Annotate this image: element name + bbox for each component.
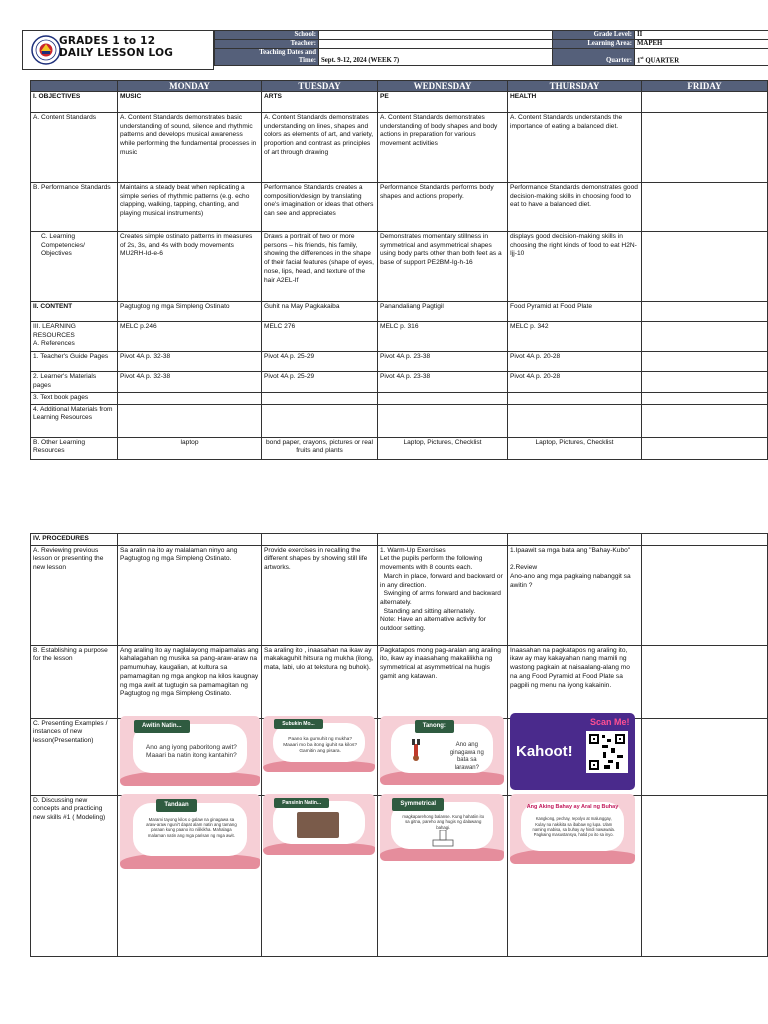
cell-monday: laptop [118, 437, 262, 459]
row-label: B. Establishing a purpose for the lesson [31, 645, 118, 718]
table-row [31, 113, 768, 183]
cell-friday [642, 437, 768, 459]
teacher-value [319, 40, 553, 49]
cell-friday [642, 302, 768, 322]
cell-thursday: MELC p. 342 [508, 322, 642, 352]
cell-friday [642, 322, 768, 352]
logo-title-box [22, 30, 214, 70]
table-row [31, 645, 768, 718]
cell-friday [642, 393, 768, 405]
slide-tandaan [120, 794, 260, 869]
cell-monday: A. Content Standards demonstrates basic understanding of sound, silence and rhythmic patterns and develops musical awareness while performing the fundamental processes in music [118, 113, 262, 183]
symmetry-shape-icon [432, 830, 454, 848]
row-label: B. Other Learning Resources [31, 437, 118, 459]
table-row [31, 534, 768, 546]
family-photo [297, 812, 340, 838]
cell-friday [642, 534, 768, 546]
cell-wednesday [378, 404, 508, 437]
slide-text: Paano ka gumuhit ng mukha? Maaari mo ba itong iguhit sa kilos? Gamitin ang pisara. [283, 737, 358, 755]
cell-monday: Maintains a steady beat when replicating a simple series of rhythmic patterns (e.g. echo clapping, walking, tapping, chanting, and playing musical instruments) [118, 183, 262, 232]
cell-monday: Pivot 4A p. 32-38 [118, 352, 262, 372]
cell-friday [642, 232, 768, 302]
table-row [31, 183, 768, 232]
slide-banner: Tandaan [156, 799, 196, 812]
teaching-dates-label: Teaching Dates and Time: [215, 49, 319, 66]
slide-kahoot [510, 713, 635, 790]
cell-monday [118, 534, 262, 546]
cell-thursday: Inaasahan na pagkatapos ng araling ito, ikaw ay may kakayahan nang mamili ng wastong pagkain at naisaalang-alang mo na ang Food Pyramid at Food Plate sa pagpili ng menu na iyong kakainin. [508, 645, 642, 718]
day-monday: MONDAY [118, 81, 262, 92]
cell-tuesday: bond paper, crayons, pictures or real fruits and plants [262, 437, 378, 459]
cell-thursday: Food Pyramid at Food Plate [508, 302, 642, 322]
slide-text: Marami tayong kilos o galaw na ginagawa sa araw-araw nguni't dapat alam natin ang tamang paraan kung paano ito nilikikha. Mahalaga malaman natin ang mga parisan ng mga awit. [146, 816, 237, 838]
objectives-table [30, 80, 768, 460]
cell-tuesday [262, 404, 378, 437]
cell-thursday: Pivot 4A p. 20-28 [508, 372, 642, 393]
slide-title: Ang Aking Bahay ay Aral ng Buhay [526, 803, 619, 810]
cell-friday [642, 372, 768, 393]
cell-tuesday: Performance Standards creates a composition/design by translating one's imagination or ideas that others can see and appreciates [262, 183, 378, 232]
learning-area-label: Learning Area: [553, 40, 635, 49]
school-label: School: [215, 31, 319, 40]
kahoot-logo: Kahoot! [516, 743, 573, 760]
cell-thursday [508, 393, 642, 405]
school-value [319, 31, 553, 40]
day-wednesday: WEDNESDAY [378, 81, 508, 92]
day-header-blank [31, 81, 118, 92]
cell-friday [642, 404, 768, 437]
qr-code-icon [586, 731, 628, 773]
row-label: A. Content Standards [31, 113, 118, 183]
table-row [31, 437, 768, 459]
cell-thursday: displays good decision-making skills in choosing the right kinds of food to eat H2N-Ijj-10 [508, 232, 642, 302]
table-row [31, 92, 768, 113]
slide-subukin-mo [263, 716, 375, 772]
day-friday: FRIDAY [642, 81, 768, 92]
cell-wednesday: 1. Warm-Up Exercises Let the pupils perform the following movements with 8 counts each. March in place, forward and backward or in any direction. Swinging of arms forward and backward alternately. Standing and sitting alternately. Note: Have an alternative activity for outdoor setting. [378, 545, 508, 645]
child-pose-icon [407, 738, 425, 762]
cell-tuesday: MELC 276 [262, 322, 378, 352]
teacher-label: Teacher: [215, 40, 319, 49]
cell-friday [642, 352, 768, 372]
table-row [31, 545, 768, 645]
cell-monday: MUSIC [118, 92, 262, 113]
slide-banner: Subukin Mo... [274, 719, 323, 729]
day-thursday: THURSDAY [508, 81, 642, 92]
cell-monday: Ang araling ito ay naglalayong maipamalas ang kahalagahan ng musika sa pang-araw-araw na pamumuhay, kaugalian, at kultura sa pamamagitan ng mga angkop na kilos kaugnay ng mga awit at tugtugin sa pamamagitan ng Pagtugtog ng mga Simpleng Ostinato. [118, 645, 262, 718]
cell-thursday: Laptop, Pictures, Checklist [508, 437, 642, 459]
slide-bahay-kubo [510, 794, 635, 864]
cell-tuesday: Draws a portrait of two or more persons – his friends, his family, showing the differences in the shape of their facial features (shape of eyes, nose, lips, head, and texture of the hair A2EL-If [262, 232, 378, 302]
cell-wednesday: A. Content Standards demonstrates understanding of body shapes and body actions in preparation for various movement activities [378, 113, 508, 183]
cell-thursday [508, 534, 642, 546]
row-label: 4. Additional Materials from Learning Resources [31, 404, 118, 437]
row-label: I. OBJECTIVES [31, 92, 118, 113]
cell-tuesday: Guhit na May Pagkakaiba [262, 302, 378, 322]
cell-wednesday: Laptop, Pictures, Checklist [378, 437, 508, 459]
slide-tanong [380, 716, 504, 785]
cell-monday [118, 393, 262, 405]
cell-monday: Pivot 4A p. 32-38 [118, 372, 262, 393]
cell-thursday: 1.Ipaawit sa mga bata ang "Bahay-Kubo" 2.Review Ano-ano ang mga pagkaing nabanggit sa awitin ? [508, 545, 642, 645]
cell-tuesday: A. Content Standards demonstrates understanding on lines, shapes and colors as elements of art, and variety, proportion and contrast as principles of art through drawing [262, 113, 378, 183]
slide-banner: Tanong: [415, 720, 454, 733]
slide-text: Ano ang iyong paboritong awit? Maaari ba natin itong kantahin? [145, 744, 237, 760]
cell-wednesday: Demonstrates momentary stillness in symmetrical and asymmetrical shapes using body parts other than both feet as a base of support PE2BM-Ig-h-16 [378, 232, 508, 302]
cell-wednesday: PE [378, 92, 508, 113]
row-label: C. Presenting Examples / instances of new lesson(Presentation) [31, 718, 118, 795]
grade-label: Grade Level: [553, 31, 635, 40]
cell-monday: MELC p.246 [118, 322, 262, 352]
deped-seal-icon [31, 35, 61, 65]
cell-monday [118, 404, 262, 437]
cell-wednesday: MELC p. 316 [378, 322, 508, 352]
quarter-value: 1st QUARTER [635, 49, 768, 66]
row-label: 1. Teacher's Guide Pages [31, 352, 118, 372]
row-label: D. Discussing new concepts and practicing new skills #1 ( Modeling) [31, 795, 118, 956]
row-label: II. CONTENT [31, 302, 118, 322]
cell-thursday: A. Content Standards understands the importance of eating a balanced diet. [508, 113, 642, 183]
slide-text: magkaparehong balanse. Kung hahatiin ito sa gitna, pareho ang hugis ng dalawang bahagi. [402, 814, 485, 830]
slide-awitin-natin [120, 716, 260, 786]
slide-text: Kangkong, pechay, repolyo at malunggay, Kulay na nakikita sa ibabaw ng lupa. Ulam naming mabisa, sa buhay ay hindi nawawala. Pagkaing masustansya, hatid po ito sa inyo. [532, 816, 615, 837]
learning-area-value: MAPEH [635, 40, 768, 49]
cell-friday [642, 92, 768, 113]
row-label: 3. Text book pages [31, 393, 118, 405]
cell-tuesday: ARTS [262, 92, 378, 113]
cell-friday [642, 645, 768, 718]
cell-wednesday [378, 534, 508, 546]
cell-thursday: HEALTH [508, 92, 642, 113]
table-row [31, 352, 768, 372]
row-label: 2. Learner's Materials pages [31, 372, 118, 393]
cell-tuesday [262, 534, 378, 546]
cell-wednesday: Panandaliang Pagtigil [378, 302, 508, 322]
cell-friday [642, 718, 768, 795]
cell-friday [642, 183, 768, 232]
slide-text: Ano ang ginagawa ng bata sa larawan? [449, 742, 484, 771]
cell-wednesday: Pivot 4A p. 23-38 [378, 352, 508, 372]
table-row [31, 322, 768, 352]
cell-wednesday: Pivot 4A p. 23-38 [378, 372, 508, 393]
row-label: C. Learning Competencies/ Objectives [31, 232, 118, 302]
cell-tuesday: Provide exercises in recalling the different shapes by showing still life artworks. [262, 545, 378, 645]
header-info-table [214, 30, 768, 66]
scan-me-label: Scan Me! [590, 717, 630, 727]
table-row [31, 393, 768, 405]
cell-monday: Pagtugtog ng mga Simpleng Ostinato [118, 302, 262, 322]
day-tuesday: TUESDAY [262, 81, 378, 92]
document-title: GRADES 1 to 12 DAILY LESSON LOG [59, 35, 174, 59]
slide-banner: Pansinin Natin... [274, 798, 329, 808]
cell-monday: Sa aralin na ito ay malalaman ninyo ang Pagtugtog ng mga Simpleng Ostinato. [118, 545, 262, 645]
table-row [31, 404, 768, 437]
cell-wednesday: Pagkatapos mong pag-aralan ang araling ito, ikaw ay inaasahang makalilikha ng symmetrical at asymmetrical na hugis gamit ang katawan. [378, 645, 508, 718]
table-row [31, 372, 768, 393]
table-row [31, 302, 768, 322]
cell-tuesday: Sa araling ito , inaasahan na ikaw ay makakaguhit hitsura ng mukha (ilong, mata, labi, ulo at tekstura ng buhok). [262, 645, 378, 718]
cell-thursday: Pivot 4A p. 20-28 [508, 352, 642, 372]
teaching-dates-value: Sept. 9-12, 2024 (WEEK 7) [319, 49, 553, 66]
cell-thursday [508, 404, 642, 437]
slide-banner: Awitin Natin... [134, 720, 190, 733]
slide-pansinin-natin [263, 794, 375, 855]
cell-tuesday: Pivot 4A p. 25-29 [262, 352, 378, 372]
row-label: A. Reviewing previous lesson or presenting the new lesson [31, 545, 118, 645]
row-label: III. LEARNING RESOURCES A. References [31, 322, 118, 352]
cell-wednesday: Performance Standards performs body shapes and actions properly. [378, 183, 508, 232]
slide-banner: Symmetrical [392, 798, 444, 811]
cell-friday [642, 545, 768, 645]
day-header-row [31, 81, 768, 92]
cell-friday [642, 795, 768, 956]
procedures-title: IV. PROCEDURES [31, 534, 118, 546]
cell-wednesday [378, 393, 508, 405]
quarter-label: Quarter: [553, 49, 635, 66]
cell-monday: Creates simple ostinato patterns in measures of 2s, 3s, and 4s with body movements MU2RH-Id-e-6 [118, 232, 262, 302]
cell-tuesday [262, 393, 378, 405]
cell-tuesday: Pivot 4A p. 25-29 [262, 372, 378, 393]
cell-thursday: Performance Standards demonstrates good decision-making skills in choosing food to eat to have a balanced diet. [508, 183, 642, 232]
slide-symmetrical [380, 794, 504, 861]
table-row [31, 232, 768, 302]
row-label: B. Performance Standards [31, 183, 118, 232]
grade-value: II [635, 31, 768, 40]
cell-friday [642, 113, 768, 183]
